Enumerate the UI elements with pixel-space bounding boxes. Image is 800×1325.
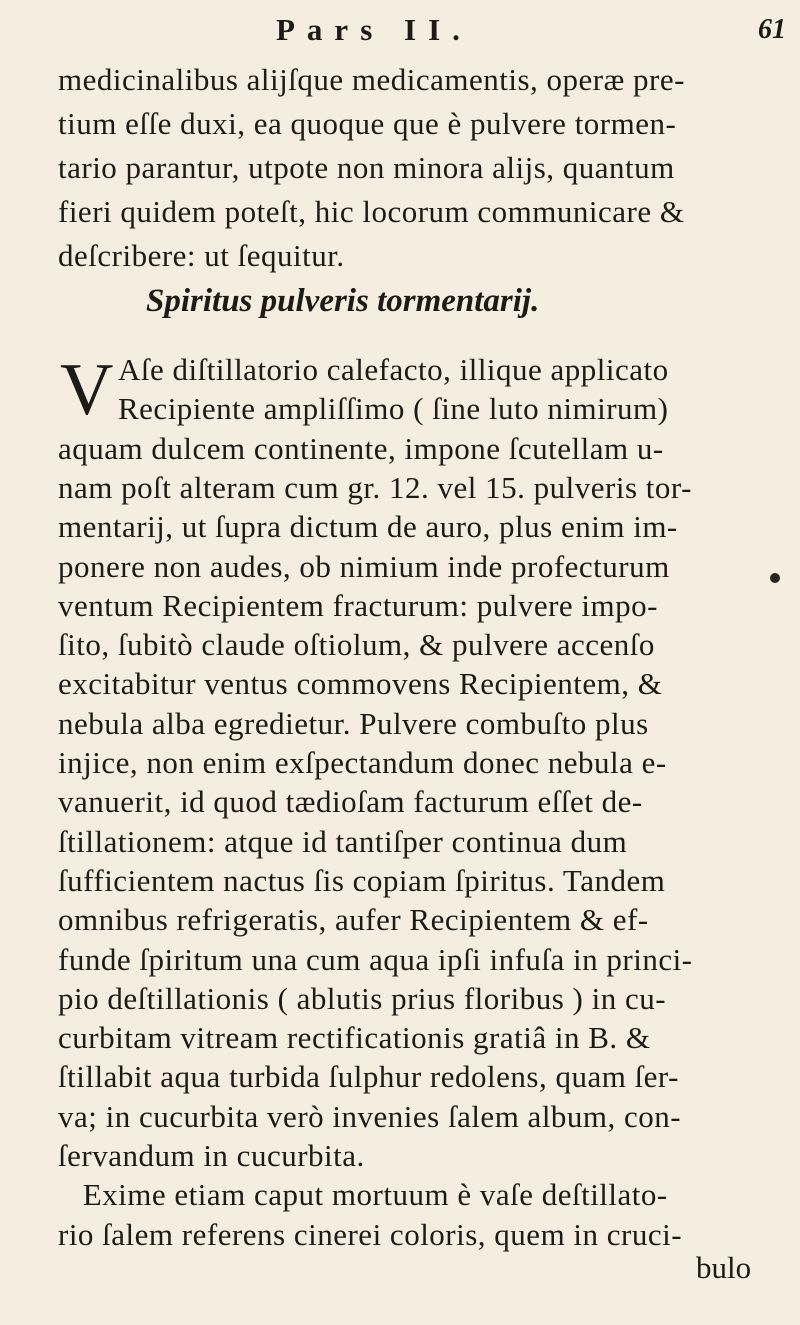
text-line: rio ſalem referens cinerei coloris, quem in cruci- bbox=[58, 1216, 683, 1252]
text-line: nam poſt alteram cum gr. 12. vel 15. pulveris tor- bbox=[58, 469, 692, 505]
text-line: nebula alba egredietur. Pulvere combuſto plus bbox=[58, 705, 649, 741]
text-line: ſervandum in cucurbita. bbox=[58, 1138, 365, 1173]
text-line: aquam dulcem continente, impone ſcutellam u- bbox=[58, 430, 664, 466]
text-line: excitabitur ventus commovens Recipientem, & bbox=[58, 666, 663, 702]
catchword: bulo bbox=[696, 1249, 752, 1285]
margin-dot bbox=[770, 573, 780, 583]
text-line: fieri quidem poteſt, hic locorum communicare & bbox=[58, 194, 685, 229]
text-line: ſtillationem: atque id tantiſper continua dum bbox=[58, 823, 628, 859]
text-line: pio deſtillationis ( ablutis prius floribus ) in cu- bbox=[58, 980, 667, 1016]
text-line: Aſe diſtillatorio calefacto, illique applicato bbox=[118, 352, 669, 387]
drop-cap: V bbox=[60, 349, 114, 431]
text-line: Recipiente ampliſſimo ( ſine luto nimirum) bbox=[118, 391, 669, 427]
text-line: mentarij, ut ſupra dictum de auro, plus enim im- bbox=[58, 509, 678, 545]
text-line: tium eſſe duxi, ea quoque que è pulvere tormen- bbox=[58, 106, 677, 141]
text-line: omnibus refrigeratis, aufer Recipientem & ef- bbox=[58, 902, 649, 938]
text-line: tario parantur, utpote non minora alijs, quantum bbox=[58, 150, 675, 185]
text-line: medicinalibus alijſque medicamentis, operæ pre- bbox=[58, 62, 685, 97]
text-line: ventum Recipientem fracturum: pulvere impo- bbox=[58, 587, 658, 623]
text-line: Exime etiam caput mortuum è vaſe deſtillato- bbox=[58, 1177, 668, 1213]
text-line: curbitam vitream rectificationis gratiâ in B. & bbox=[58, 1020, 651, 1056]
text-line: deſcribere: ut ſequitur. bbox=[58, 238, 345, 273]
section-title: Pars II. bbox=[276, 12, 472, 47]
running-header bbox=[0, 12, 800, 52]
text-line: funde ſpiritum una cum aqua ipſi infuſa in princi- bbox=[58, 941, 693, 977]
text-line: vanuerit, id quod tædioſam facturum eſſet de- bbox=[58, 784, 643, 820]
text-line: ſufficientem nactus ſis copiam ſpiritus. Tandem bbox=[58, 862, 666, 898]
text-line: ſtillabit aqua turbida ſulphur redolens, quam ſer- bbox=[58, 1059, 679, 1095]
text-line: injice, non enim exſpectandum donec nebula e- bbox=[58, 745, 667, 780]
page-number: 61 bbox=[758, 14, 786, 45]
text-line: ſito, ſubitò claude oſtiolum, & pulvere accenſo bbox=[58, 627, 655, 663]
text-line: ponere non audes, ob nimium inde profecturum bbox=[58, 548, 670, 584]
section-heading: Spiritus pulveris tormentarij. bbox=[146, 283, 540, 319]
text-line: va; in cucurbita verò invenies ſalem album, con- bbox=[58, 1098, 682, 1134]
